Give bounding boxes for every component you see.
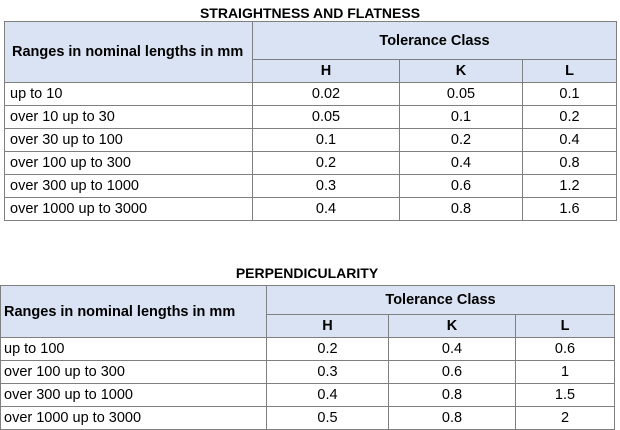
table-row: [5, 83, 617, 106]
value-cell-k: 0.2: [400, 129, 523, 152]
range-cell: over 10 up to 30: [5, 106, 253, 129]
value-cell-h: 0.2: [253, 152, 400, 175]
range-cell: up to 10: [5, 83, 253, 106]
value-cell-l: 0.6: [516, 338, 615, 361]
table-row: [1, 384, 615, 407]
class-header-h: H: [267, 315, 389, 338]
value-cell-k: 0.4: [400, 152, 523, 175]
class-header-h: H: [253, 60, 400, 83]
value-cell-l: 1: [516, 361, 615, 384]
value-cell-l: 2: [516, 407, 615, 430]
perpendicularity-title: PERPENDICULARITY: [235, 265, 379, 281]
value-cell-l: 1.2: [523, 175, 617, 198]
range-column-header: Ranges in nominal lengths in mm: [1, 286, 267, 338]
table-row: [1, 407, 615, 430]
value-cell-h: 0.4: [267, 384, 389, 407]
value-cell-h: 0.05: [253, 106, 400, 129]
value-cell-l: 0.4: [523, 129, 617, 152]
value-cell-k: 0.4: [389, 338, 516, 361]
range-cell: up to 100: [1, 338, 267, 361]
range-cell: over 100 up to 300: [5, 152, 253, 175]
value-cell-l: 0.1: [523, 83, 617, 106]
value-cell-k: 0.8: [389, 384, 516, 407]
range-cell: over 30 up to 100: [5, 129, 253, 152]
table-row: [5, 175, 617, 198]
table-row: [1, 338, 615, 361]
class-header-l: L: [523, 60, 617, 83]
range-column-header: Ranges in nominal lengths in mm: [5, 22, 253, 83]
range-cell: over 300 up to 1000: [1, 384, 267, 407]
value-cell-l: 0.2: [523, 106, 617, 129]
table-row: [5, 152, 617, 175]
straightness-flatness-title: STRAIGHTNESS AND FLATNESS: [199, 5, 421, 21]
table-row: [1, 361, 615, 384]
value-cell-l: 1.6: [523, 198, 617, 221]
value-cell-k: 0.6: [389, 361, 516, 384]
range-cell: over 1000 up to 3000: [1, 407, 267, 430]
table-row: [5, 129, 617, 152]
value-cell-h: 0.5: [267, 407, 389, 430]
value-cell-k: 0.05: [400, 83, 523, 106]
table-row: [5, 198, 617, 221]
tolerance-class-header: Tolerance Class: [253, 22, 617, 60]
table-row: [5, 106, 617, 129]
value-cell-h: 0.3: [267, 361, 389, 384]
value-cell-k: 0.8: [400, 198, 523, 221]
range-cell: over 100 up to 300: [1, 361, 267, 384]
value-cell-h: 0.4: [253, 198, 400, 221]
value-cell-l: 0.8: [523, 152, 617, 175]
straightness-flatness-table: [4, 21, 617, 221]
value-cell-k: 0.1: [400, 106, 523, 129]
class-header-k: K: [389, 315, 516, 338]
value-cell-l: 1.5: [516, 384, 615, 407]
tolerance-class-header: Tolerance Class: [267, 286, 615, 315]
range-cell: over 300 up to 1000: [5, 175, 253, 198]
value-cell-k: 0.8: [389, 407, 516, 430]
value-cell-k: 0.6: [400, 175, 523, 198]
class-header-l: L: [516, 315, 615, 338]
range-cell: over 1000 up to 3000: [5, 198, 253, 221]
value-cell-h: 0.1: [253, 129, 400, 152]
value-cell-h: 0.02: [253, 83, 400, 106]
value-cell-h: 0.3: [253, 175, 400, 198]
class-header-k: K: [400, 60, 523, 83]
perpendicularity-table: [0, 285, 615, 430]
value-cell-h: 0.2: [267, 338, 389, 361]
